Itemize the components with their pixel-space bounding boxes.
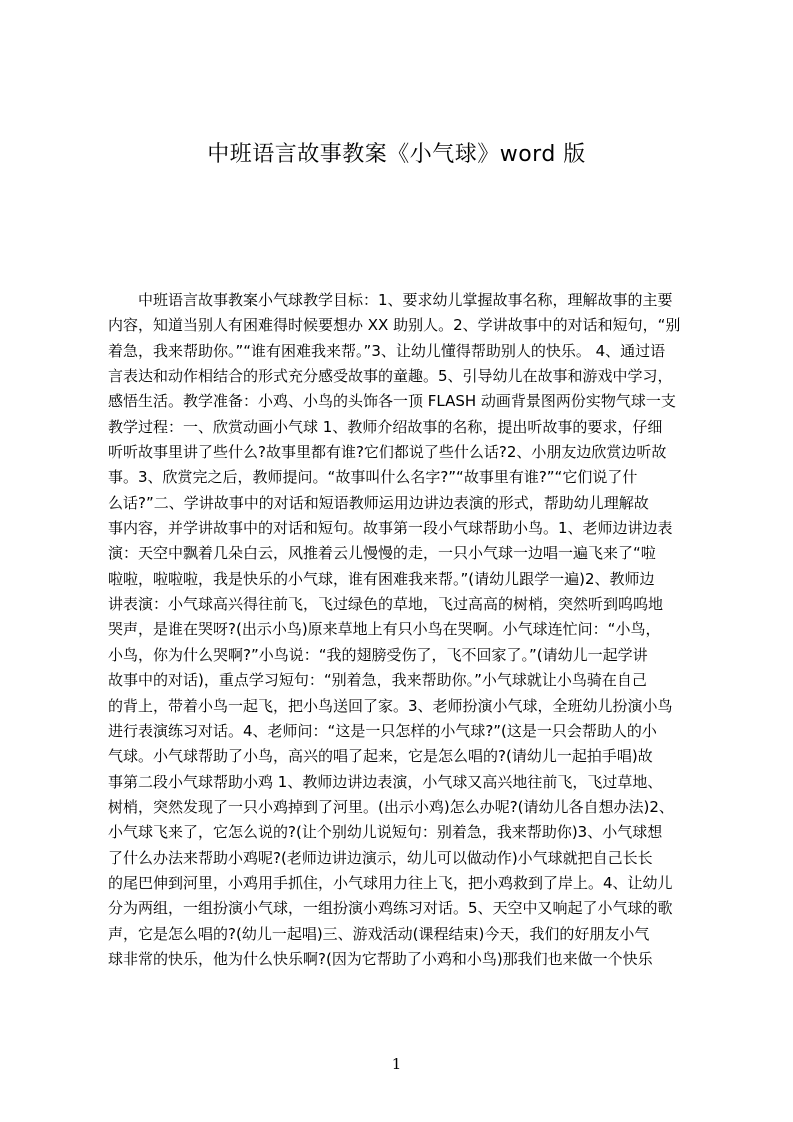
body-line: 声，它是怎么唱的?(幼儿一起唱)三、游戏活动(课程结束)今天，我们的好朋友小气 xyxy=(108,924,650,943)
body-line: 教学过程：一、欣赏动画小气球 1、教师介绍故事的名称，提出听故事的要求，仔细 xyxy=(108,417,663,436)
body-line: 故事中的对话)，重点学习短句：“别着急，我来帮助你。”小气球就让小鸟骑在自己 xyxy=(108,671,647,690)
body-line: 树梢，突然发现了一只小鸡掉到了河里。(出示小鸡)怎么办呢?(请幼儿各自想办法)2、 xyxy=(108,797,674,816)
body-line: 进行表演练习对话。4、老师问：“这是一只怎样的小气球?”(这是一只会帮助人的小 xyxy=(108,721,657,740)
body-line: 着急，我来帮助你。”“谁有困难我来帮。”3、让幼儿懂得帮助别人的快乐。 4、通过语 xyxy=(108,341,666,360)
body-line: 的背上，带着小鸟一起飞，把小鸟送回了家。3、老师扮演小气球，全班幼儿扮演小鸟 xyxy=(108,696,673,715)
body-line: 么话?”二、学讲故事中的对话和短语教师运用边讲边表演的形式，帮助幼儿理解故 xyxy=(108,493,649,512)
body-line: 小鸟，你为什么哭啊?”小鸟说：“我的翅膀受伤了，飞不回家了。”(请幼儿一起学讲 xyxy=(108,645,648,664)
body-line: 哭声，是谁在哭呀?(出示小鸟)原来草地上有只小鸟在哭啊。小气球连忙问：“小鸟， xyxy=(108,620,661,639)
body-line: 了什么办法来帮助小鸡呢?(老师边讲边演示，幼儿可以做动作)小气球就把自己长长 xyxy=(108,848,653,867)
body-line: 分为两组，一组扮演小气球，一组扮演小鸡练习对话。5、天空中又响起了小气球的歌 xyxy=(108,899,673,918)
body-line: 讲表演：小气球高兴得往前飞，飞过绿色的草地，飞过高高的树梢，突然听到呜呜地 xyxy=(108,595,664,614)
body-line: 内容，知道当别人有困难得时候要想办 XX 助别人。2、学讲故事中的对话和短句，“别 xyxy=(108,316,681,335)
body-line: 的尾巴伸到河里，小鸡用手抓住，小气球用力往上飞，把小鸡救到了岸上。4、让幼儿 xyxy=(108,873,673,892)
document-body xyxy=(108,288,706,972)
body-line: 事。3、欣赏完之后，教师提问。“故事叫什么名字?”“故事里有谁?”“它们说了什 xyxy=(108,468,638,487)
body-line: 事第二段小气球帮助小鸡 1、教师边讲边表演，小气球又高兴地往前飞，飞过草地、 xyxy=(108,772,663,791)
document-title: 中班语言故事教案《小气球》word 版 xyxy=(207,142,586,167)
body-line: 小气球飞来了，它怎么说的?(让个别幼儿说短句：别着急，我来帮助你)3、小气球想 xyxy=(108,823,663,842)
body-line: 气球。小气球帮助了小鸟，高兴的唱了起来，它是怎么唱的?(请幼儿一起拍手唱)故 xyxy=(108,747,653,766)
body-line: 球非常的快乐，他为什么快乐啊?(因为它帮助了小鸡和小鸟)那我们也来做一个快乐 xyxy=(108,949,653,968)
page-number: 1 xyxy=(391,1055,402,1073)
body-line: 事内容，并学讲故事中的对话和短句。故事第一段小气球帮助小鸟。1、老师边讲边表 xyxy=(108,519,673,538)
body-line: 演：天空中飘着几朵白云，风推着云儿慢慢的走，一只小气球一边唱一遍飞来了“啦 xyxy=(108,544,656,563)
body-line: 言表达和动作相结合的形式充分感受故事的童趣。5、引导幼儿在故事和游戏中学习， xyxy=(108,367,673,386)
body-line: 听听故事里讲了些什么?故事里都有谁?它们都说了些什么话?2、小朋友边欣赏边听故 xyxy=(108,443,667,462)
body-line: 中班语言故事教案小气球教学目标：1、要求幼儿掌握故事名称，理解故事的主要 xyxy=(138,291,673,309)
body-line: 感悟生活。教学准备：小鸡、小鸟的头饰各一顶 FLASH 动画背景图两份实物气球一支 xyxy=(108,392,676,411)
body-line: 啦啦，啦啦啦，我是快乐的小气球，谁有困难我来帮。”(请幼儿跟学一遍)2、教师边 xyxy=(108,569,655,588)
